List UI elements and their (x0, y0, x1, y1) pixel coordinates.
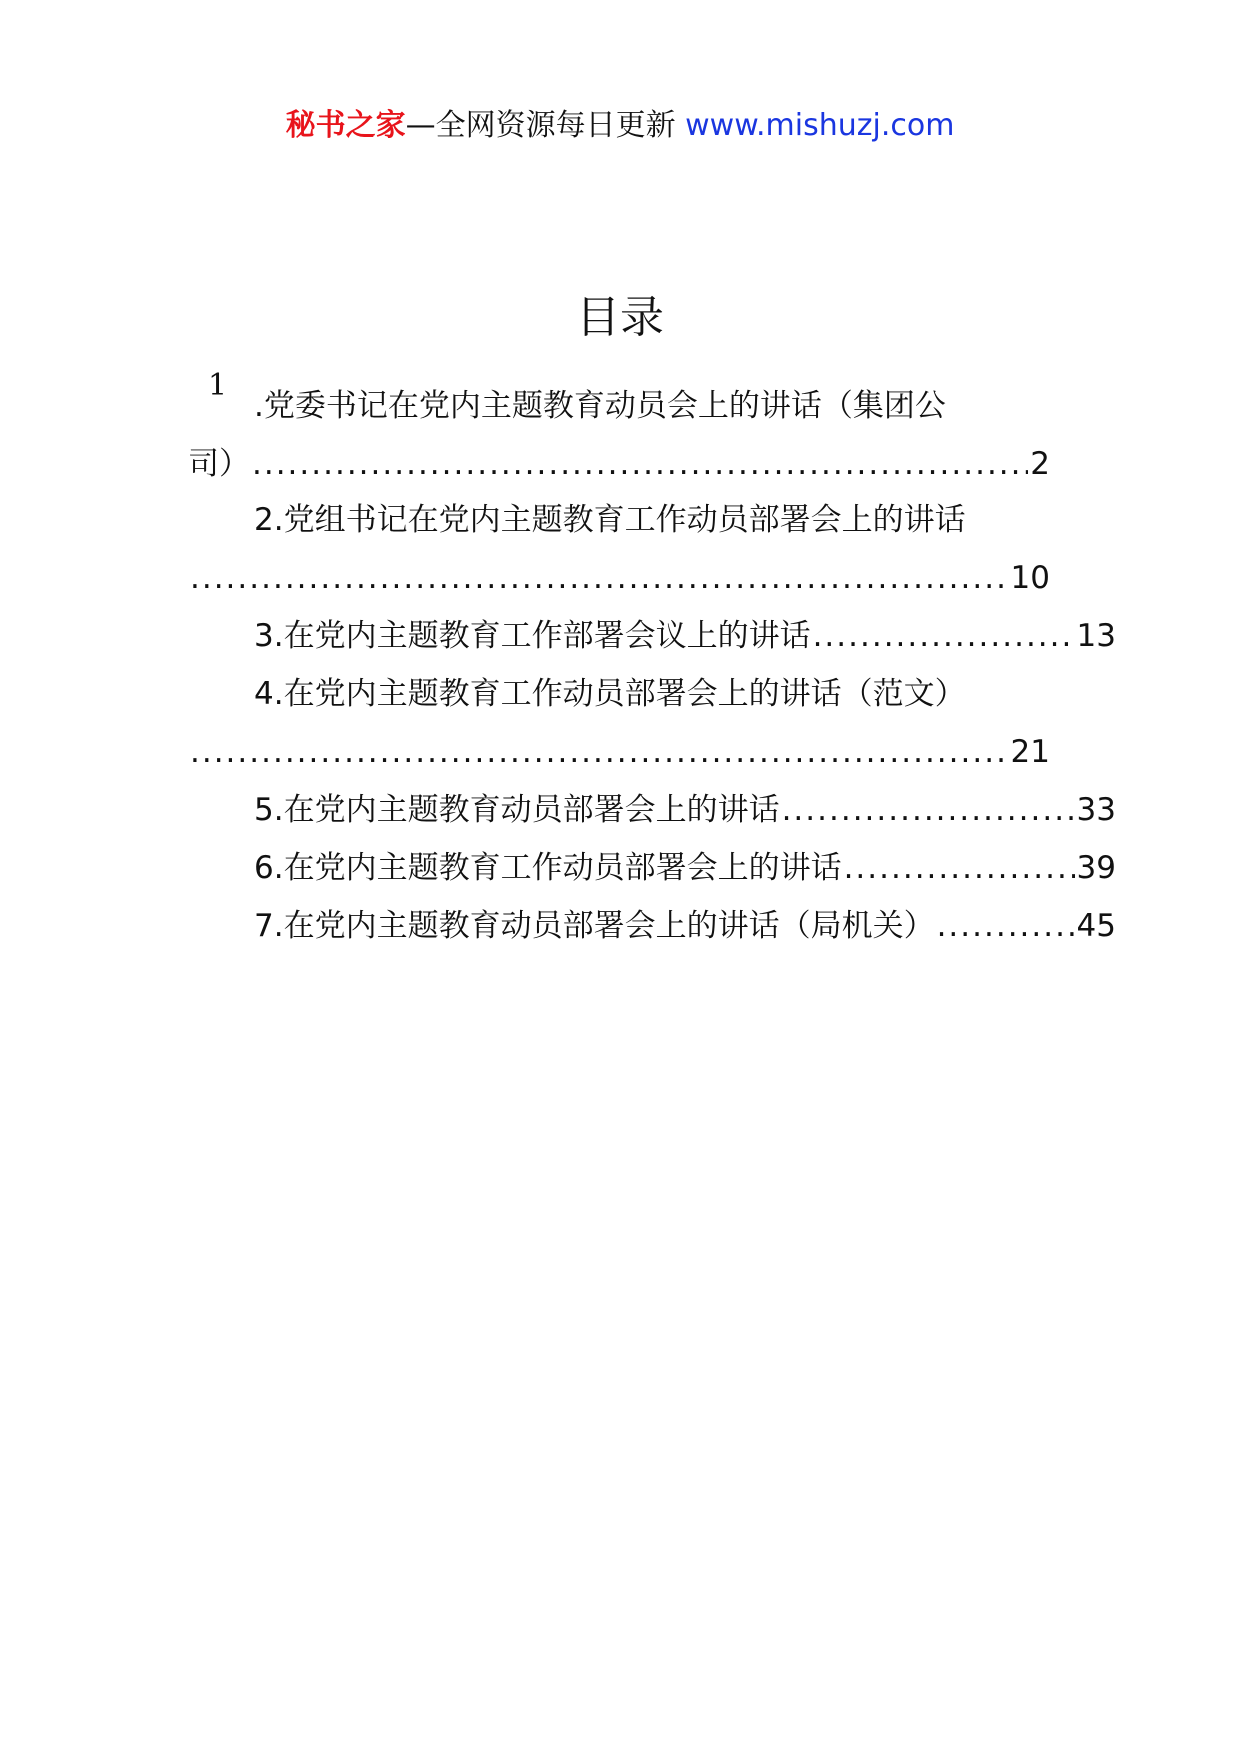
dot-leader (937, 906, 1075, 946)
dot-leader (813, 616, 1075, 656)
dot-leader (190, 558, 1009, 598)
toc-entry-1-line1[interactable] (188, 386, 1116, 426)
toc-page-number: 33 (1076, 792, 1116, 828)
toc-entry-title-cont: 司） (188, 446, 250, 482)
toc-entry-1-line2[interactable] (188, 444, 1050, 484)
toc-entry-title: 5.在党内主题教育动员部署会上的讲话 (254, 792, 780, 828)
toc-page-number: 45 (1076, 908, 1116, 944)
page-header (0, 104, 1240, 148)
brand-name: 秘书之家 (285, 108, 406, 143)
list-marker: 1 (208, 368, 228, 403)
toc-entry-4-line2[interactable] (188, 732, 1050, 772)
dot-leader (252, 444, 1028, 484)
toc-page-number: 39 (1076, 850, 1116, 886)
toc-entry-2-line2[interactable] (188, 558, 1050, 598)
toc-entry-title: 4.在党内主题教育工作动员部署会上的讲话（范文） (254, 676, 966, 712)
toc-entry-title: 3.在党内主题教育工作部署会议上的讲话 (254, 618, 811, 654)
toc-entry-6[interactable] (188, 848, 1116, 888)
header-slogan: —全网资源每日更新 (405, 108, 676, 143)
toc-page-number: 21 (1010, 734, 1050, 770)
toc-page-number: 13 (1076, 618, 1116, 654)
toc-entry-2-line1[interactable] (188, 500, 1116, 540)
toc-entry-title: 7.在党内主题教育动员部署会上的讲话（局机关） (254, 908, 935, 944)
dot-leader (782, 790, 1075, 830)
toc-entry-5[interactable] (188, 790, 1116, 830)
toc-page-number: 2 (1030, 446, 1050, 482)
toc-entry-3[interactable] (188, 616, 1116, 656)
toc-entry-title: 2.党组书记在党内主题教育工作动员部署会上的讲话 (254, 502, 966, 538)
site-url-link[interactable]: www.mishuzj.com (685, 108, 955, 143)
toc-entry-title: .党委书记在党内主题教育动员会上的讲话（集团公 (254, 388, 946, 424)
dot-leader (844, 848, 1075, 888)
toc-page-number: 10 (1010, 560, 1050, 596)
page-title: 目录 (576, 292, 664, 343)
dot-leader (190, 732, 1009, 772)
toc-entry-4-line1[interactable] (188, 674, 1116, 714)
toc-entry-7[interactable] (188, 906, 1116, 946)
toc-entry-title: 6.在党内主题教育工作动员部署会上的讲话 (254, 850, 842, 886)
